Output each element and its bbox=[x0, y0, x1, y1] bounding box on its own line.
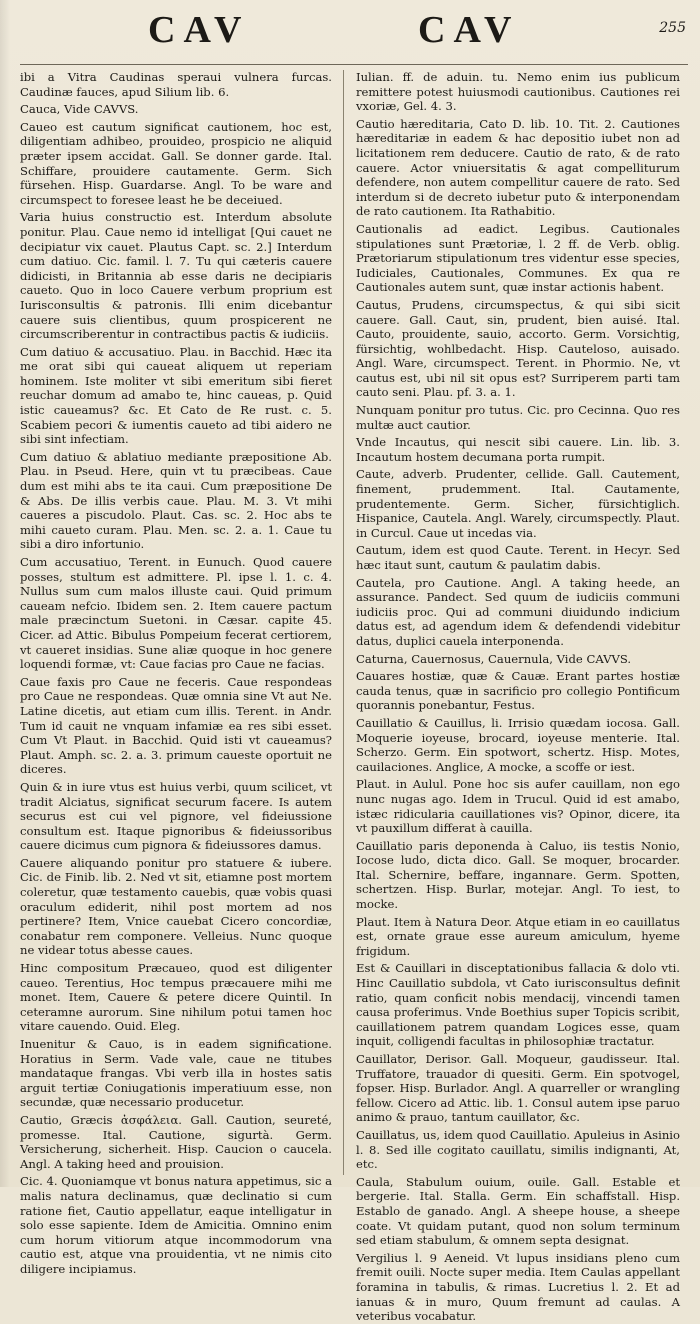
dictionary-entry: Caula, Stabulum ouium, ouile. Gall. Estable et bergerie. Ital. Stalla. Germ. Ein schaffstall. Hisp. Establo de ganado. Angl. A sheepe house, a sheepe coate. Vt quidam putant, quod non solum terminum sed etiam stabulum, & omnem septa designat. bbox=[356, 1174, 680, 1248]
dictionary-entry: Est & Cauillari in disceptationibus fallacia & dolo vti. Hinc Cauillatio subdola, vt Cato iurisconsultus definit ratio, quam conficit nobis mendacij, vincendi tamen causa proferimus. Vnde Boethius super Topicis scribit, cauillationem patrem quandam Logices esse, quam inquit, colligendi facultas in philosophiæ tractatur. bbox=[356, 961, 680, 1049]
left-running-head: CAV bbox=[148, 9, 250, 51]
dictionary-entry: Cautionalis ad eadict. Legibus. Cautionales stipulationes sunt Prætoriæ, l. 2 ff. de Verb. oblig. Prætoriarum stipulationum tres videntur esse species, Iudiciales, Cautionales, Communes. Ex qua re Cautionales autem sunt, quæ instar actionis habent. bbox=[356, 221, 680, 295]
dictionary-entry: ibi a Vitra Caudinas speraui vulnera furcas. Caudinæ fauces, apud Silium lib. 6. bbox=[20, 70, 332, 99]
dictionary-entry: Cautum, idem est quod Caute. Terent. in Hecyr. Sed hæc itaut sunt, cautum & paulatim dabis. bbox=[356, 543, 680, 572]
dictionary-entry: Cauillatio paris deponenda à Caluo, iis testis Nonio, Iocose ludo, dicta dico. Gall. Se moquer, brocarder. Ital. Schernire, beffare, ingannare. Germ. Spotten, schertzen. Hisp. Burlar, motejar. Angl. To iest, to mocke. bbox=[356, 838, 680, 912]
dictionary-entry: Cum accusatiuo, Terent. in Eunuch. Quod cauere posses, stultum est admittere. Pl. ipse l. 1. c. 4. Nullus sum cum malos illuste caui. Quid primum caueam nefcio. Ibidem sen. 2. Item cauere pactum male præcinctum Suetoni. in Cæsar. capite 45. Cicer. ad Attic. Bibulus Pompeium fecerat certiorem, vt caueret insidias. Sune aliæ quoque in hoc genere loquendi formæ, vt: Caue facias pro Caue ne facias. bbox=[20, 555, 332, 672]
page-fold-shadow bbox=[0, 0, 10, 1187]
dictionary-entry: Cic. 4. Quoniamque vt bonus natura appetimus, sic a malis natura declinamus, quæ declinatio si cum ratione fiet, Cautio appellatur, eaque intelligatur in solo esse sapiente. Idem de Amicitia. Omnino enim cum horum vitiorum atque incommodorum vna cautio est, atque vna prouidentia, vt ne nimis cito diligere incipiamus. bbox=[20, 1174, 332, 1276]
dictionary-entry: Iulian. ff. de aduin. tu. Nemo enim ius publicum remittere potest huiusmodi cautionibus. Cautiones rei vxoriæ, Gel. 4. 3. bbox=[356, 70, 680, 114]
dictionary-entry: Caue faxis pro Caue ne feceris. Caue respondeas pro Caue ne respondeas. Quæ omnia sine Vt aut Ne. Latine dicetis, aut etiam cum illis. Terent. in Andr. Tum id cauit ne vnquam infamiæ ea res sibi esset. Cum Vt Plaut. in Bacchid. Quid isti vt caueamus? Plaut. Amph. sc. 2. a. 3. primum caueste oportuit ne diceres. bbox=[20, 674, 332, 777]
page-number: 255 bbox=[659, 20, 686, 36]
dictionary-entry: Vergilius l. 9 Aeneid. Vt lupus insidians pleno cum fremit ouili. Nocte super media. Item Caulas appellant foramina in tabulis, & rimas. Lucretius l. 2. Et ad ianuas & in muro, Quum fremunt ad caulas. A veteribus vocabatur. bbox=[356, 1250, 680, 1324]
dictionary-entry: Cauillatio & Cauillus, li. Irrisio quædam iocosa. Gall. Moquerie ioyeuse, brocard, ioyeuse menterie. Ital. Scherzo. Germ. Ein spotwort, schertz. Hisp. Motes, cauilaciones. Anglice, A mocke, a scoffe or iest. bbox=[356, 715, 680, 774]
dictionary-entry: Cauca, Vide CAVVS. bbox=[20, 102, 139, 117]
left-column bbox=[20, 70, 332, 1276]
dictionary-entry: Plaut. Item à Natura Deor. Atque etiam in eo cauillatus est, ornate graue esse aureum amiculum, hyeme frigidum. bbox=[356, 914, 680, 958]
dictionary-entry: Hinc compositum Præcaueo, quod est diligenter caueo. Terentius, Hoc tempus præcauere mihi me monet. Item, Cauere & petere dicere Quintil. In ceteramne aurorum. Sine nihilum potui tamen hoc vitare cauendo. Ouid. Eleg. bbox=[20, 961, 332, 1034]
dictionary-entry: Cautela, pro Cautione. Angl. A taking heede, an assurance. Pandect. Sed quum de iudiciis communi iudiciis proc. Qui ad communi diuidundo indicium datus est, ad agendum idem & defendendi videbitur datus, duplici cauela interponenda. bbox=[356, 575, 680, 648]
dictionary-entry: Cautio, Græcis ἀσφάλεια. Gall. Caution, seureté, promesse. Ital. Cautione, sigurtà. Germ. Versicherung, sicherheit. Hisp. Caucion o caucela. Angl. A taking heed and prouision. bbox=[20, 1112, 332, 1171]
dictionary-entry: Caturna, Cauernosus, Cauernula, Vide CAVVS. bbox=[356, 651, 632, 666]
column-divider bbox=[343, 70, 344, 1175]
dictionary-entry: Varia huius constructio est. Interdum absolute ponitur. Plau. Caue nemo id intelligat [Qui cauet ne decipiatur vix cauet. Plautus Capt. sc. 2.] Interdum cum datiuo. Cic. famil. l. 7. Tu qui cæteris cauere didicisti, in Britannia ab esse daris ne decipiaris caueto. Quo in loco Cauere verbum proprium est Iurisconsultis & patronis. Illi enim dicebantur cauere suis clientibus, quum prospicerent ne circumscriberentur in contractibus pactis & iudiciis. bbox=[20, 210, 332, 342]
dictionary-entry: Cautio hæreditaria, Cato D. lib. 10. Tit. 2. Cautiones hæreditariæ in eadem & hac depositio iubet non ad licitationem rem deducere. Cautio de rato, & de rato cauere. Actor vniuersitatis & agat compelliturum defendere, non autem compellitur cauere de rato. Sed interdum si de decreto iubetur puto & interponendam de rato cautionem. Ita Rathabitio. bbox=[356, 116, 680, 219]
header-rule bbox=[20, 64, 688, 65]
running-header bbox=[0, 6, 700, 62]
dictionary-entry: Inuenitur & Cauo, is in eadem significatione. Horatius in Serm. Vade vale, caue ne titubes mandataque frangas. Vbi verb illa in hostes satis arguit tertiæ Coniugationis imperatiuum esse, non secundæ, quæ necessario producetur. bbox=[20, 1037, 332, 1110]
dictionary-entry: Vnde Incautus, qui nescit sibi cauere. Lin. lib. 3. Incautum hostem decumana porta rumpit. bbox=[356, 435, 680, 464]
dictionary-entry: Nunquam ponitur pro tutus. Cic. pro Cecinna. Quo res multæ auct cautior. bbox=[356, 403, 680, 432]
dictionary-entry: Quin & in iure vtus est huius verbi, quum scilicet, vt tradit Alciatus, significat securum facere. Is autem securus est cui vel pignore, vel fideiussione consultum est. Itaque pignoribus & fideiussoribus cauere dicimus cum pignora & fideiussores damus. bbox=[20, 779, 332, 853]
dictionary-entry: Cum datiuo & accusatiuo. Plau. in Bacchid. Hæc ita me orat sibi qui caueat aliquem ut reperiam hominem. Iste moliter vt sibi emeritum sibi fieret reuchar domum ad amabo te, hinc caueas, p. Quid istic caueamus? &c. Et Cato de Re rust. c. 5. Scabiem pecori & iumentis caueto ad tibi aidero ne sibi sint infectiam. bbox=[20, 344, 332, 447]
dictionary-entry: Cauere aliquando ponitur pro statuere & iubere. Cic. de Finib. lib. 2. Ned vt sit, etiamne post mortem coleretur, quæ testamento cauebis, quæ vobis quasi oraculum ediderit, nihil post mortem ad nos pertinere? Item, Vnice cauebat Cicero concordiæ, conabatur rem componere. Velleius. Nunc quoque ne videar totus abesse caues. bbox=[20, 855, 332, 958]
dictionary-entry: Cum datiuo & ablatiuo mediante præpositione Ab. Plau. in Pseud. Here, quin vt tu præcibeas. Caue dum est mihi abs te ita caui. Cum præpositione De & Abs. De illis verbis caue. Plau. M. 3. Vt mihi caueres a piscudolo. Plaut. Cas. sc. 2. Hoc abs te mihi caueto curam. Plau. Men. sc. 2. a. 1. Caue tu sibi a diro infortunio. bbox=[20, 449, 332, 552]
right-column bbox=[356, 70, 680, 1324]
dictionary-entry: Cautus, Prudens, circumspectus, & qui sibi sicit cauere. Gall. Caut, sin, prudent, bien auisé. Ital. Cauto, prouidente, sauio, accorto. Germ. Vorsichtig, fürsichtig, wohlbedacht. Hisp. Cauteloso, auisado. Angl. Ware, circumspect. Terent. in Phormio. Ne, vt cautus est, ubi nil sit opus est? Surriperem parti tam cauto seni. Plau. pf. 3. a. 1. bbox=[356, 297, 680, 400]
dictionary-entry: Cauillator, Derisor. Gall. Moqueur, gaudisseur. Ital. Truffatore, trauador di quesiti. Germ. Ein spotvogel, fopser. Hisp. Burlador. Angl. A quarreller or wrangling fellow. Cicero ad Attic. lib. 1. Consul autem ipse paruo animo & prauo, tantum cauillator, &c. bbox=[356, 1052, 680, 1125]
dictionary-entry: Plaut. in Aulul. Pone hoc sis aufer cauillam, non ego nunc nugas ago. Idem in Trucul. Quid id est amabo, istæc ridicularia cauillationes vis? Opinor, dicere, ita vt pauxillum differat à cauilla. bbox=[356, 777, 680, 836]
right-running-head: CAV bbox=[418, 9, 520, 51]
dictionary-entry: Cauares hostiæ, quæ & Cauæ. Erant partes hostiæ cauda tenus, quæ in sacrificio pro collegio Pontificum quorannis ponebantur, Festus. bbox=[356, 669, 680, 713]
dictionary-entry: Cauillatus, us, idem quod Cauillatio. Apuleius in Asinio l. 8. Sed ille cogitato cauillatu, similis indignanti, At, etc. bbox=[356, 1127, 680, 1172]
dictionary-entry: Caute, adverb. Prudenter, cellide. Gall. Cautement, finement, prudemment. Ital. Cautamente, prudentemente. Germ. Sicher, fürsichtiglich. Hispanice, Cautela. Angl. Warely, circumspectly. Plaut. in Curcul. Caue ut incedas via. bbox=[356, 467, 680, 540]
dictionary-entry: Caueo est cautum significat cautionem, hoc est, diligentiam adhibeo, prouideo, prospicio ne aliquid præter ipsem accidat. Gall. Se donner garde. Ital. Schiffare, prouidere cautamente. Germ. Sich fürsehen. Hisp. Guardarse. Angl. To be ware and circumspect to foresee least he be deceiued. bbox=[20, 119, 332, 207]
